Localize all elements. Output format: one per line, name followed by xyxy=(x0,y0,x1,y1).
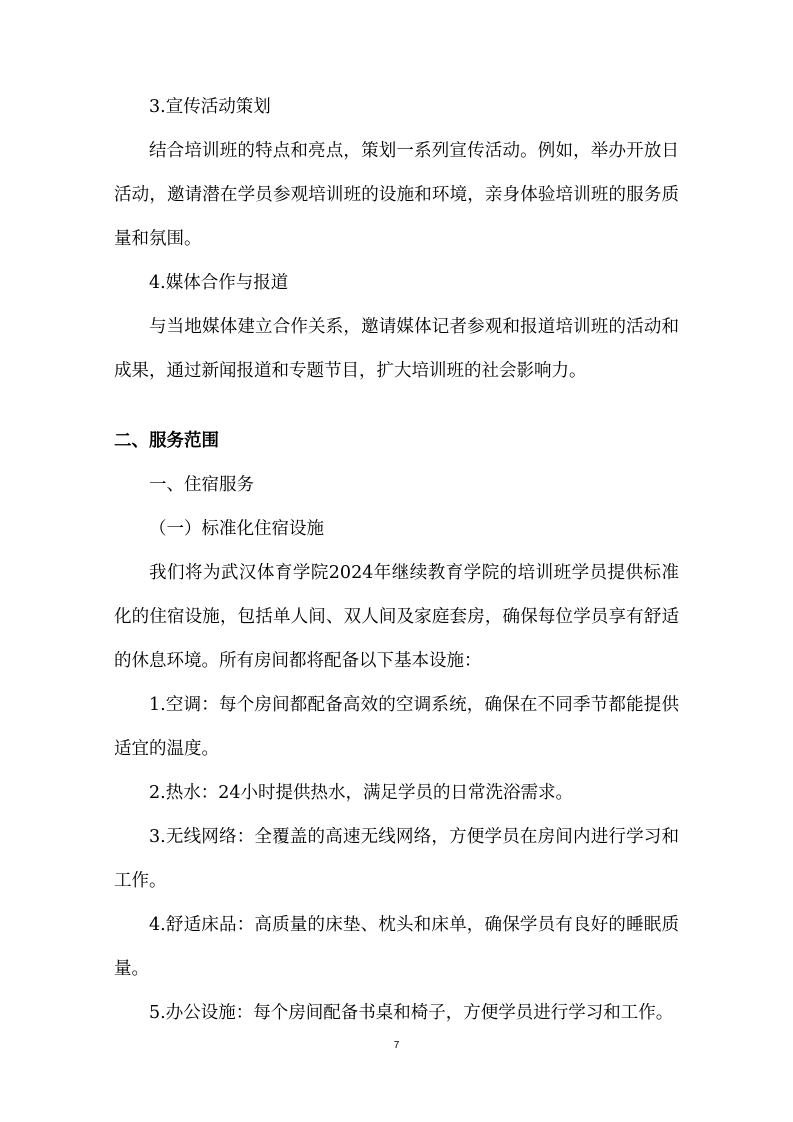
page-content xyxy=(114,85,679,1035)
section-heading-service-scope: 二、服务范围 xyxy=(114,431,219,451)
subsection-heading-accommodation: 一、住宿服务 xyxy=(149,475,254,495)
list-item-wireless-network: 3.无线网络：全覆盖的高速无线网络，方便学员在房间内进行学习和工作。 xyxy=(114,827,679,891)
paragraph-promotion-activities: 结合培训班的特点和亮点，策划一系列宣传活动。例如，举办开放日活动，邀请潜在学员参观培训班的设施和环境，亲身体验培训班的服务质量和氛围。 xyxy=(114,141,679,249)
paragraph-accommodation-intro: 我们将为武汉体育学院2024年继续教育学院的培训班学员提供标准化的住宿设施，包括单人间、双人间及家庭套房，确保每位学员享有舒适的休息环境。所有房间都将配备以下基本设施： xyxy=(114,563,679,671)
item-heading-media-cooperation: 4.媒体合作与报道 xyxy=(149,273,289,293)
page-number: 7 xyxy=(393,1040,400,1051)
list-item-hot-water: 2.热水：24小时提供热水，满足学员的日常洗浴需求。 xyxy=(149,783,573,803)
list-item-air-conditioning: 1.空调：每个房间都配备高效的空调系统，确保在不同季节都能提供适宜的温度。 xyxy=(114,695,679,759)
subsection-heading-standard-facilities: （一）标准化住宿设施 xyxy=(149,519,324,539)
item-heading-promotion-planning: 3.宣传活动策划 xyxy=(149,97,271,117)
paragraph-media-cooperation: 与当地媒体建立合作关系，邀请媒体记者参观和报道培训班的活动和成果，通过新闻报道和专题节目，扩大培训班的社会影响力。 xyxy=(114,317,679,381)
list-item-bedding: 4.舒适床品：高质量的床垫、枕头和床单，确保学员有良好的睡眠质量。 xyxy=(114,915,679,979)
list-item-office-facilities: 5.办公设施：每个房间配备书桌和椅子，方便学员进行学习和工作。 xyxy=(149,1003,674,1023)
